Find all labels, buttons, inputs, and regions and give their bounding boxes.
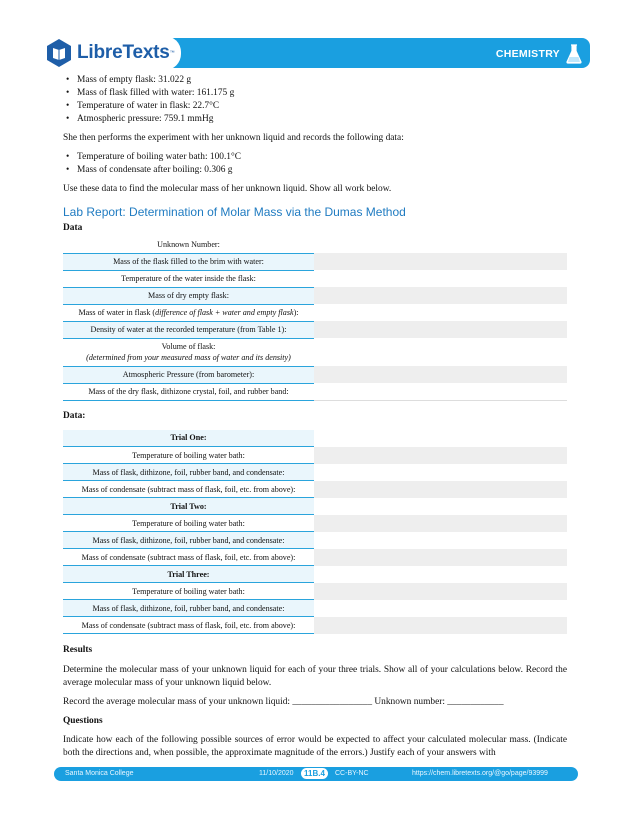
table-cell-label: Mass of water in flask (difference of flask + water and empty flask):: [63, 304, 314, 321]
page-content: [63, 74, 567, 760]
table-cell-value[interactable]: [314, 236, 567, 253]
table-cell-label: Mass of flask, dithizone, foil, rubber band, and condensate:: [63, 464, 314, 481]
table-row: [63, 383, 567, 400]
trials-table: [63, 430, 567, 635]
table-cell-label: Mass of flask, dithizone, foil, rubber band, and condensate:: [63, 532, 314, 549]
table-cell-value[interactable]: [314, 338, 567, 366]
table-cell-value[interactable]: [314, 366, 567, 383]
table-cell-label: Atmospheric Pressure (from barometer):: [63, 366, 314, 383]
table-cell-value[interactable]: [314, 464, 567, 481]
table-cell-value[interactable]: [314, 304, 567, 321]
table-cell-label: Temperature of boiling water bath:: [63, 447, 314, 464]
page-footer: [54, 767, 578, 781]
trial-title: Trial Three:: [63, 566, 314, 583]
table-row: [63, 338, 567, 366]
table-row: [63, 617, 567, 634]
page-header: [44, 36, 590, 70]
table-cell-label: Density of water at the recorded temperature (from Table 1):: [63, 321, 314, 338]
data-table: [63, 236, 567, 401]
paragraph: Use these data to find the molecular mass of her unknown liquid. Show all work below.: [63, 184, 392, 194]
table-cell-label: Unknown Number:: [63, 236, 314, 253]
table-cell-label: Mass of the dry flask, dithizone crystal, foil, and rubber band:: [63, 383, 314, 400]
questions-paragraph: Indicate how each of the following possible sources of error would be expected to affect your calculated molecular mass. (Indicate both the directions and, when possible, the approximate magnitude of the errors.) Justify each of your answers with: [63, 735, 567, 758]
table-cell-label: Mass of dry empty flask:: [63, 287, 314, 304]
intro-bullet-list: [63, 74, 567, 126]
footer-date: 11/10/2020: [259, 770, 294, 777]
table-cell-label: Temperature of boiling water bath:: [63, 583, 314, 600]
flask-icon: [566, 44, 582, 64]
libretexts-logo[interactable]: [44, 36, 181, 70]
header-bar: [148, 38, 590, 68]
table-row: [63, 532, 567, 549]
list-item: • Mass of condensate after boiling: 0.306 g: [63, 164, 567, 177]
footer-college: Santa Monica College: [65, 770, 134, 777]
table-row: [63, 600, 567, 617]
table-row: [63, 366, 567, 383]
table-row: [63, 515, 567, 532]
report-title: Lab Report: Determination of Molar Mass via the Dumas Method: [63, 205, 406, 219]
table-cell-label: Mass of condensate (subtract mass of flask, foil, etc. from above):: [63, 481, 314, 498]
subject-label: CHEMISTRY: [495, 48, 560, 60]
table-row: [63, 253, 567, 270]
paragraph: She then performs the experiment with her unknown liquid and records the following data:: [63, 133, 404, 143]
list-item: • Temperature of boiling water bath: 100.1°C: [63, 151, 567, 164]
table-cell-value[interactable]: [314, 583, 567, 600]
table-cell-label: Temperature of the water inside the flask:: [63, 270, 314, 287]
footer-page-number: 11B.4: [301, 768, 328, 779]
table-cell-value: [314, 498, 567, 515]
table-row: [63, 566, 567, 583]
table-cell-value[interactable]: [314, 253, 567, 270]
table-row: [63, 321, 567, 338]
table-row: [63, 464, 567, 481]
data2-heading: Data:: [63, 410, 86, 421]
table-row: [63, 287, 567, 304]
list-item: • Mass of flask filled with water: 161.175 g: [63, 87, 567, 100]
results-paragraph: Determine the molecular mass of your unknown liquid for each of your three trials. Show all of your calculations below. Record the average molecular mass of your unknown liquid below.: [63, 665, 567, 688]
table-cell-value[interactable]: [314, 270, 567, 287]
footer-license: CC-BY-NC: [335, 770, 369, 777]
trial-title: Trial Two:: [63, 498, 314, 515]
table-row: [63, 481, 567, 498]
table-cell-value: [314, 566, 567, 583]
table-cell-label: Temperature of boiling water bath:: [63, 515, 314, 532]
table-row: [63, 236, 567, 253]
results-heading: Results: [63, 645, 93, 655]
table-cell-value[interactable]: [314, 321, 567, 338]
trial-title: Trial One:: [63, 430, 314, 447]
table-row: [63, 583, 567, 600]
footer-url-link[interactable]: https://chem.libretexts.org/@go/page/93999: [412, 770, 548, 777]
table-row: [63, 498, 567, 515]
table-cell-value[interactable]: [314, 549, 567, 566]
table-cell-value[interactable]: [314, 447, 567, 464]
list-item: • Mass of empty flask: 31.022 g: [63, 74, 567, 87]
list-item: • Temperature of water in flask: 22.7°C: [63, 100, 567, 113]
table-cell-value[interactable]: [314, 515, 567, 532]
list-item: • Atmospheric pressure: 759.1 mmHg: [63, 113, 567, 126]
table-row: [63, 270, 567, 287]
experiment-bullet-list: [63, 151, 567, 177]
table-cell-value[interactable]: [314, 532, 567, 549]
table-cell-value[interactable]: [314, 600, 567, 617]
table-cell-value[interactable]: [314, 383, 567, 400]
table-cell-label: Mass of condensate (subtract mass of flask, foil, etc. from above):: [63, 549, 314, 566]
data-heading: Data: [63, 223, 83, 233]
table-cell-value: [314, 430, 567, 447]
table-cell-label: Mass of condensate (subtract mass of flask, foil, etc. from above):: [63, 617, 314, 634]
logo-text: LibreTexts: [77, 42, 170, 63]
table-cell-label: Volume of flask: (determined from your measured mass of water and its density): [63, 338, 314, 366]
record-line: Record the average molecular mass of your unknown liquid: _________________ Unknown number: ____________: [63, 697, 504, 707]
table-row: [63, 430, 567, 447]
questions-heading: Questions: [63, 716, 103, 726]
table-cell-value[interactable]: [314, 617, 567, 634]
table-cell-label: Mass of the flask filled to the brim with water:: [63, 253, 314, 270]
table-cell-value[interactable]: [314, 287, 567, 304]
table-row: [63, 304, 567, 321]
table-row: [63, 447, 567, 464]
table-cell-value[interactable]: [314, 481, 567, 498]
table-cell-label: Mass of flask, dithizone, foil, rubber band, and condensate:: [63, 600, 314, 617]
table-row: [63, 549, 567, 566]
logo-trademark: ™: [169, 50, 175, 56]
libretexts-logo-icon: [44, 38, 74, 68]
